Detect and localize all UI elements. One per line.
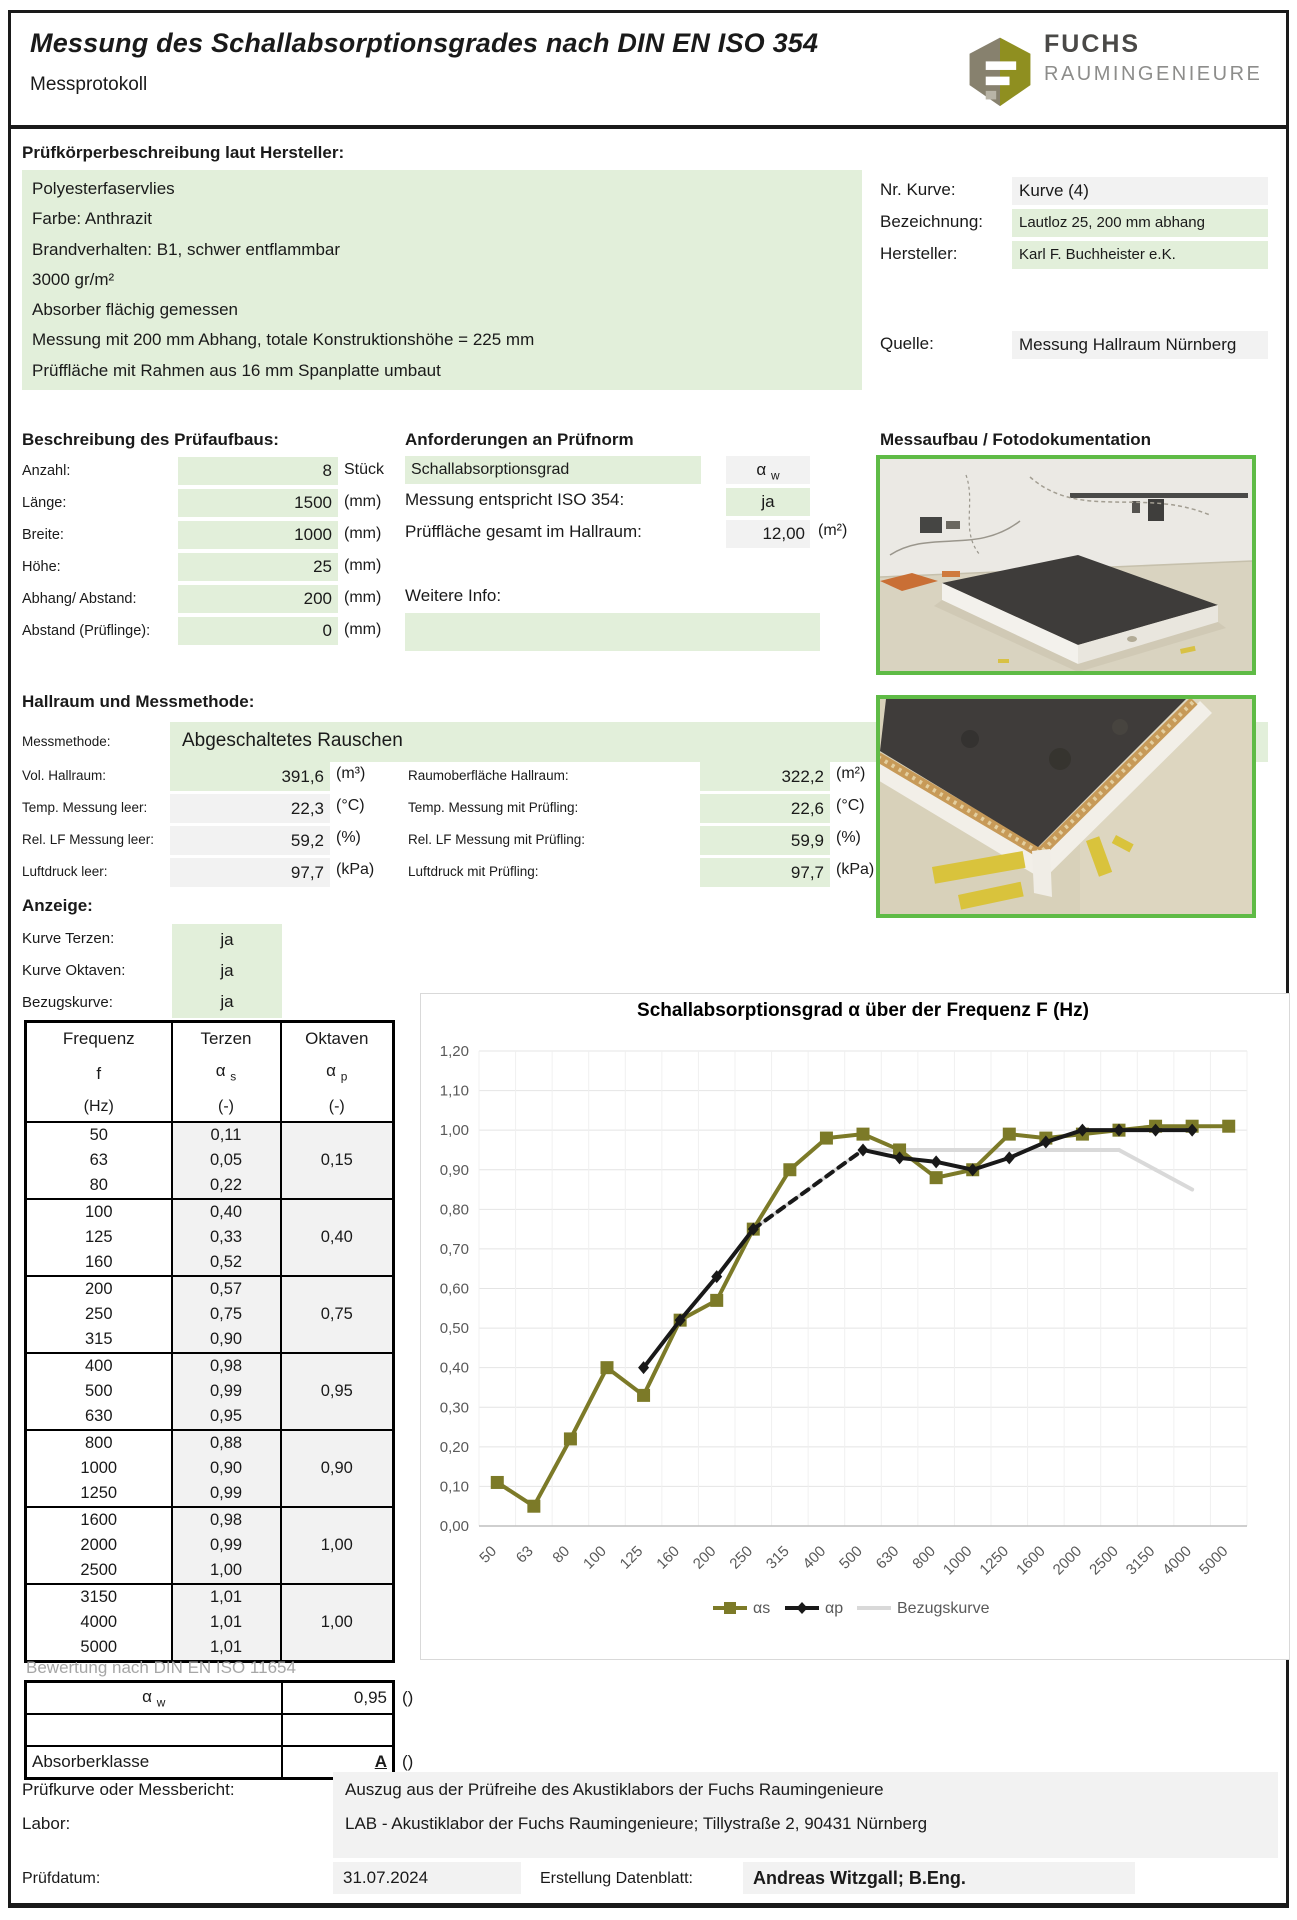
empty-cell: [26, 1714, 282, 1746]
curve-thirds-value: ja: [220, 930, 234, 949]
freq-row: [26, 1353, 394, 1379]
chart-element: 1,00: [439, 1122, 469, 1140]
alpha-w-result-value: 0,95: [282, 1682, 394, 1715]
freq-cell: 630: [26, 1404, 172, 1430]
freq-cell: 0,98: [172, 1353, 281, 1379]
suspension-unit: (mm): [344, 589, 382, 606]
col-frequency-header: Frequenz: [26, 1022, 172, 1055]
absorber-class-label: Absorberklasse: [26, 1746, 282, 1779]
freq-cell: 315: [26, 1327, 172, 1353]
lab-value: LAB - Akustiklabor der Fuchs Raumingenieure; Tillystraße 2, 90431 Nürnberg: [345, 1814, 928, 1833]
curve-number-value: Kurve (4): [1012, 177, 1268, 205]
spacing-value: 0: [178, 617, 338, 645]
setup-heading: Beschreibung des Prüfaufbaus:: [22, 430, 279, 449]
specimen-line: Prüffläche mit Rahmen aus 16 mm Spanplatte umbaut: [32, 360, 441, 380]
absorber-class-value: A: [282, 1746, 394, 1779]
spacing-label: Abstand (Prüflinge):: [22, 623, 151, 639]
freq-cell: 0,99: [172, 1481, 281, 1507]
chart-element: 250: [726, 1542, 757, 1573]
datasheet-creator-label: Erstellung Datenblatt:: [540, 1870, 693, 1887]
specimen-heading: Prüfkörperbeschreibung laut Hersteller:: [22, 143, 345, 162]
octave-cell: 0,40: [281, 1199, 394, 1276]
height-label: Höhe:: [22, 559, 61, 575]
humidity-specimen-label: Rel. LF Messung mit Prüfling:: [408, 832, 586, 847]
surface-value: 322,2: [700, 762, 830, 791]
chart-element: [1222, 1120, 1235, 1133]
pressure-specimen-value: 97,7: [700, 858, 830, 887]
chart-element: 1,20: [439, 1043, 469, 1060]
datasheet-creator-value: Andreas Witzgall; B.Eng.: [743, 1862, 1135, 1894]
length-label: Länge:: [22, 495, 67, 511]
method-label: Messmethode:: [22, 734, 111, 749]
absorption-chart: [420, 993, 1290, 1660]
specimen-line: Polyesterfaservlies: [32, 179, 175, 198]
freq-row: [26, 1430, 394, 1456]
chart-element: [900, 1158, 937, 1162]
freq-row: [26, 1584, 394, 1610]
chart-element: 0,80: [439, 1201, 469, 1219]
absorber-corner-photo-illustration: [880, 699, 1252, 914]
count-value: 8: [178, 457, 338, 485]
iso354-value: ja: [726, 488, 810, 516]
header-divider: [8, 125, 1286, 129]
freq-cell: 0,99: [172, 1533, 281, 1558]
freq-cell: 160: [26, 1250, 172, 1276]
surface-unit: (m²): [836, 765, 866, 782]
specimen-line: Brandverhalten: B1, schwer entflammbar: [32, 239, 341, 259]
width-label: Breite:: [22, 527, 64, 543]
freq-row: [26, 1507, 394, 1533]
chart-element: [797, 1602, 808, 1614]
chart-element: 800: [909, 1542, 939, 1573]
manufacturer-label: Hersteller:: [880, 244, 958, 263]
chart-element: [724, 1602, 736, 1614]
alpha-w-symbol: α $_w$: [726, 456, 810, 484]
temp-empty-unit: (°C): [336, 797, 365, 814]
chart-element: 63: [512, 1542, 537, 1567]
unit-octaves: (-): [281, 1093, 394, 1122]
specimen-line: Absorber flächig gemessen: [32, 300, 239, 320]
suspension-label: Abhang/ Abstand:: [22, 591, 137, 607]
spacing-unit: (mm): [344, 621, 382, 638]
chart-element: 500: [836, 1542, 866, 1573]
report-value: Auszug aus der Prüfreihe des Akustiklabors der Fuchs Raumingenieure: [345, 1780, 884, 1799]
chart-element: [930, 1171, 943, 1184]
manufacturer-value: Karl F. Buchheister e.K.: [1012, 241, 1268, 269]
chart-element: 1000: [939, 1542, 976, 1579]
alpha-w-result-symbol: α $_w$: [26, 1682, 282, 1715]
count-label: Anzahl:: [22, 463, 71, 479]
chart-element: 125: [616, 1542, 647, 1573]
freq-cell: 1,01: [172, 1635, 281, 1662]
hallroom-photo-illustration: [880, 459, 1252, 671]
col-octaves-header: Oktaven: [281, 1022, 394, 1055]
source-value: Messung Hallraum Nürnberg: [1012, 331, 1268, 359]
freq-cell: 2000: [26, 1533, 172, 1558]
chart-element: [1004, 1151, 1015, 1164]
octave-cell: 0,90: [281, 1430, 394, 1507]
freq-cell: 0,95: [172, 1404, 281, 1430]
freq-cell: 1,01: [172, 1584, 281, 1610]
freq-cell: 0,40: [172, 1199, 281, 1225]
source-label: Quelle:: [880, 334, 934, 353]
chart-element: 0,70: [439, 1240, 469, 1258]
test-area-value: 12,00: [726, 520, 810, 548]
freq-row: [26, 1122, 394, 1148]
page-title: Messung des Schallabsorptionsgrades nach DIN EN ISO 354: [30, 28, 819, 58]
freq-cell: 1000: [26, 1456, 172, 1481]
temp-empty-label: Temp. Messung leer:: [22, 800, 148, 815]
freq-cell: 800: [26, 1430, 172, 1456]
specimen-line: 3000 gr/m²: [32, 269, 115, 289]
chart-element: 160: [653, 1542, 683, 1573]
absorber-class-unit: (): [402, 1752, 414, 1771]
curve-thirds-label: Kurve Terzen:: [22, 930, 115, 947]
col-thirds-header: Terzen: [172, 1022, 281, 1055]
designation-value: Lautloz 25, 200 mm abhang: [1012, 209, 1268, 237]
freq-cell: 80: [26, 1173, 172, 1199]
octave-cell: 0,15: [281, 1122, 394, 1199]
count-unit: Stück: [344, 461, 385, 478]
absorption-coefficient-label: Schallabsorptionsgrad: [405, 456, 701, 484]
chart-element: [527, 1500, 540, 1513]
symbol-f: f: [26, 1054, 172, 1093]
hallroom-heading: Hallraum und Messmethode:: [22, 692, 255, 711]
method-value: Abgeschaltetes Rauschen: [182, 730, 403, 751]
chart-element: 315: [762, 1542, 793, 1573]
more-info-empty-field: [405, 613, 820, 651]
chart-element: 80: [549, 1542, 574, 1567]
chart-element: 200: [689, 1542, 720, 1573]
chart-element: [783, 1163, 796, 1176]
chart-element: 1,10: [439, 1082, 469, 1100]
chart-element: [710, 1294, 723, 1307]
volume-label: Vol. Hallraum:: [22, 768, 107, 783]
width-value: 1000: [178, 521, 338, 549]
chart-element: αs: [753, 1600, 771, 1617]
humidity-empty-label: Rel. LF Messung leer:: [22, 832, 155, 847]
curve-octaves-value: ja: [220, 961, 234, 980]
lab-label: Labor:: [22, 1814, 71, 1833]
logo-company-type: RAUMINGENIEURE: [1044, 63, 1263, 85]
pressure-specimen-unit: (kPa): [836, 861, 875, 878]
symbol-alpha-s: α $_s$: [172, 1054, 281, 1093]
temp-empty-value: 22,3: [170, 794, 330, 823]
humidity-specimen-unit: (%): [836, 829, 861, 846]
test-area-label: Prüffläche gesamt im Hallraum:: [405, 522, 642, 541]
page-subtitle: Messprotokoll: [30, 74, 148, 95]
freq-cell: 0,98: [172, 1507, 281, 1533]
chart-element: 50: [476, 1542, 501, 1567]
length-unit: (mm): [344, 493, 382, 510]
reference-curve-label: Bezugskurve:: [22, 994, 113, 1011]
designation-label: Bezeichnung:: [880, 212, 984, 231]
table-unit-row: [26, 1093, 394, 1122]
display-heading: Anzeige:: [22, 896, 93, 915]
freq-cell: 0,52: [172, 1250, 281, 1276]
curve-octaves-label: Kurve Oktaven:: [22, 962, 126, 979]
temp-specimen-unit: (°C): [836, 797, 865, 814]
octave-cell: 1,00: [281, 1507, 394, 1584]
humidity-empty-unit: (%): [336, 829, 361, 846]
chart-element: 100: [580, 1542, 610, 1573]
freq-cell: 1,00: [172, 1558, 281, 1584]
humidity-empty-value: 59,2: [170, 826, 330, 855]
freq-cell: 0,90: [172, 1327, 281, 1353]
unit-thirds: (-): [172, 1093, 281, 1122]
freq-cell: 2500: [26, 1558, 172, 1584]
specimen-description-block: [22, 170, 862, 390]
chart-element: 400: [799, 1542, 830, 1573]
evaluation-note: Bewertung nach DIN EN ISO 11654: [26, 1658, 296, 1677]
chart-element: [857, 1128, 870, 1141]
freq-cell: 0,05: [172, 1148, 281, 1173]
temp-specimen-label: Temp. Messung mit Prüfling:: [408, 800, 579, 815]
pressure-empty-value: 97,7: [170, 858, 330, 887]
iso354-label: Messung entspricht ISO 354:: [405, 490, 625, 509]
requirements-heading: Anforderungen an Prüfnorm: [405, 430, 634, 449]
chart-element: Bezugskurve: [897, 1600, 990, 1617]
more-info-label: Weitere Info:: [405, 586, 502, 605]
specimen-line: Farbe: Anthrazit: [32, 209, 153, 229]
chart-element: 0,30: [439, 1399, 469, 1417]
octave-cell: 0,75: [281, 1276, 394, 1353]
chart-element: 5000: [1195, 1542, 1232, 1579]
report-label: Prüfkurve oder Messbericht:: [22, 1780, 235, 1799]
freq-row: [26, 1199, 394, 1225]
volume-unit: (m³): [336, 765, 366, 782]
chart-element: 2500: [1086, 1542, 1122, 1579]
test-date-value: 31.07.2024: [333, 1862, 521, 1894]
freq-cell: 1250: [26, 1481, 172, 1507]
width-unit: (mm): [344, 525, 382, 542]
freq-cell: 0,88: [172, 1430, 281, 1456]
pressure-empty-label: Luftdruck leer:: [22, 864, 108, 879]
humidity-specimen-value: 59,9: [700, 826, 830, 855]
reference-curve-value: ja: [220, 992, 234, 1011]
logo-company-name: FUCHS: [1044, 30, 1141, 58]
empty-cell: [282, 1714, 394, 1746]
chart-element: 2000: [1049, 1542, 1086, 1579]
freq-cell: 0,75: [172, 1302, 281, 1327]
test-date-label: Prüfdatum:: [22, 1870, 101, 1887]
empty-row: [26, 1714, 394, 1746]
curve-number-label: Nr. Kurve:: [880, 180, 956, 199]
chart-element: Schallabsorptionsgrad α über der Frequenz F (Hz): [637, 1000, 1089, 1021]
freq-cell: 0,22: [172, 1173, 281, 1199]
octave-cell: 1,00: [281, 1584, 394, 1662]
surface-label: Raumoberfläche Hallraum:: [408, 768, 569, 783]
photos-heading: Messaufbau / Fotodokumentation: [880, 430, 1152, 449]
freq-cell: 0,33: [172, 1225, 281, 1250]
suspension-value: 200: [178, 585, 338, 613]
photo-absorber-corner-detail: [876, 695, 1256, 918]
symbol-alpha-p: α $_p$: [281, 1054, 394, 1093]
specimen-line: Messung mit 200 mm Abhang, totale Konstruktionshöhe = 225 mm: [32, 330, 535, 350]
chart-element: 4000: [1159, 1542, 1195, 1579]
pressure-empty-unit: (kPa): [336, 861, 375, 878]
freq-cell: 0,57: [172, 1276, 281, 1302]
freq-cell: 50: [26, 1122, 172, 1148]
chart-element: 0,50: [439, 1320, 469, 1338]
temp-specimen-value: 22,6: [700, 794, 830, 823]
freq-cell: 250: [26, 1302, 172, 1327]
result-table: [24, 1680, 395, 1780]
chart-element: [820, 1132, 833, 1145]
freq-cell: 1,01: [172, 1610, 281, 1635]
freq-row: [26, 1276, 394, 1302]
freq-cell: 5000: [26, 1635, 172, 1662]
pressure-specimen-label: Luftdruck mit Prüfling:: [408, 864, 539, 879]
freq-cell: 1600: [26, 1507, 172, 1533]
table-header-row: [26, 1022, 394, 1055]
volume-value: 391,6: [170, 762, 330, 791]
alpha-w-row: [26, 1682, 394, 1715]
chart-element: [491, 1476, 504, 1489]
chart-element: 1600: [1013, 1542, 1049, 1579]
unit-hz: (Hz): [26, 1093, 172, 1122]
chart-element: 1250: [976, 1542, 1013, 1579]
absorption-chart-svg: [421, 994, 1289, 1659]
chart-element: 0,40: [439, 1359, 469, 1377]
freq-cell: 125: [26, 1225, 172, 1250]
length-value: 1500: [178, 489, 338, 517]
freq-cell: 0,11: [172, 1122, 281, 1148]
freq-cell: 200: [26, 1276, 172, 1302]
chart-element: [564, 1432, 577, 1445]
octave-cell: 0,95: [281, 1353, 394, 1430]
chart-element: [931, 1155, 942, 1168]
chart-element: [637, 1389, 650, 1402]
frequency-data-table: [24, 1020, 395, 1663]
freq-cell: 3150: [26, 1584, 172, 1610]
chart-element: [601, 1361, 614, 1374]
test-area-unit: (m²): [818, 522, 848, 539]
chart-element: 0,00: [439, 1518, 469, 1535]
freq-cell: 100: [26, 1199, 172, 1225]
chart-element: αp: [825, 1600, 844, 1617]
chart-element: 630: [872, 1542, 903, 1573]
alpha-w-unit: (): [402, 1688, 414, 1707]
chart-element: 0,10: [439, 1478, 469, 1496]
chart-element: 0,90: [439, 1161, 469, 1179]
chart-element: [1003, 1128, 1016, 1141]
company-logo-icon: [966, 30, 1034, 108]
photo-hallroom-overview: [876, 455, 1256, 675]
chart-element: 3150: [1122, 1542, 1159, 1579]
height-value: 25: [178, 553, 338, 581]
chart-element: 0,20: [439, 1438, 469, 1456]
freq-cell: 0,90: [172, 1456, 281, 1481]
freq-cell: 0,99: [172, 1379, 281, 1404]
freq-cell: 500: [26, 1379, 172, 1404]
freq-cell: 400: [26, 1353, 172, 1379]
table-symbol-row: [26, 1054, 394, 1093]
height-unit: (mm): [344, 557, 382, 574]
freq-cell: 63: [26, 1148, 172, 1173]
chart-element: 0,60: [439, 1280, 469, 1298]
freq-cell: 4000: [26, 1610, 172, 1635]
